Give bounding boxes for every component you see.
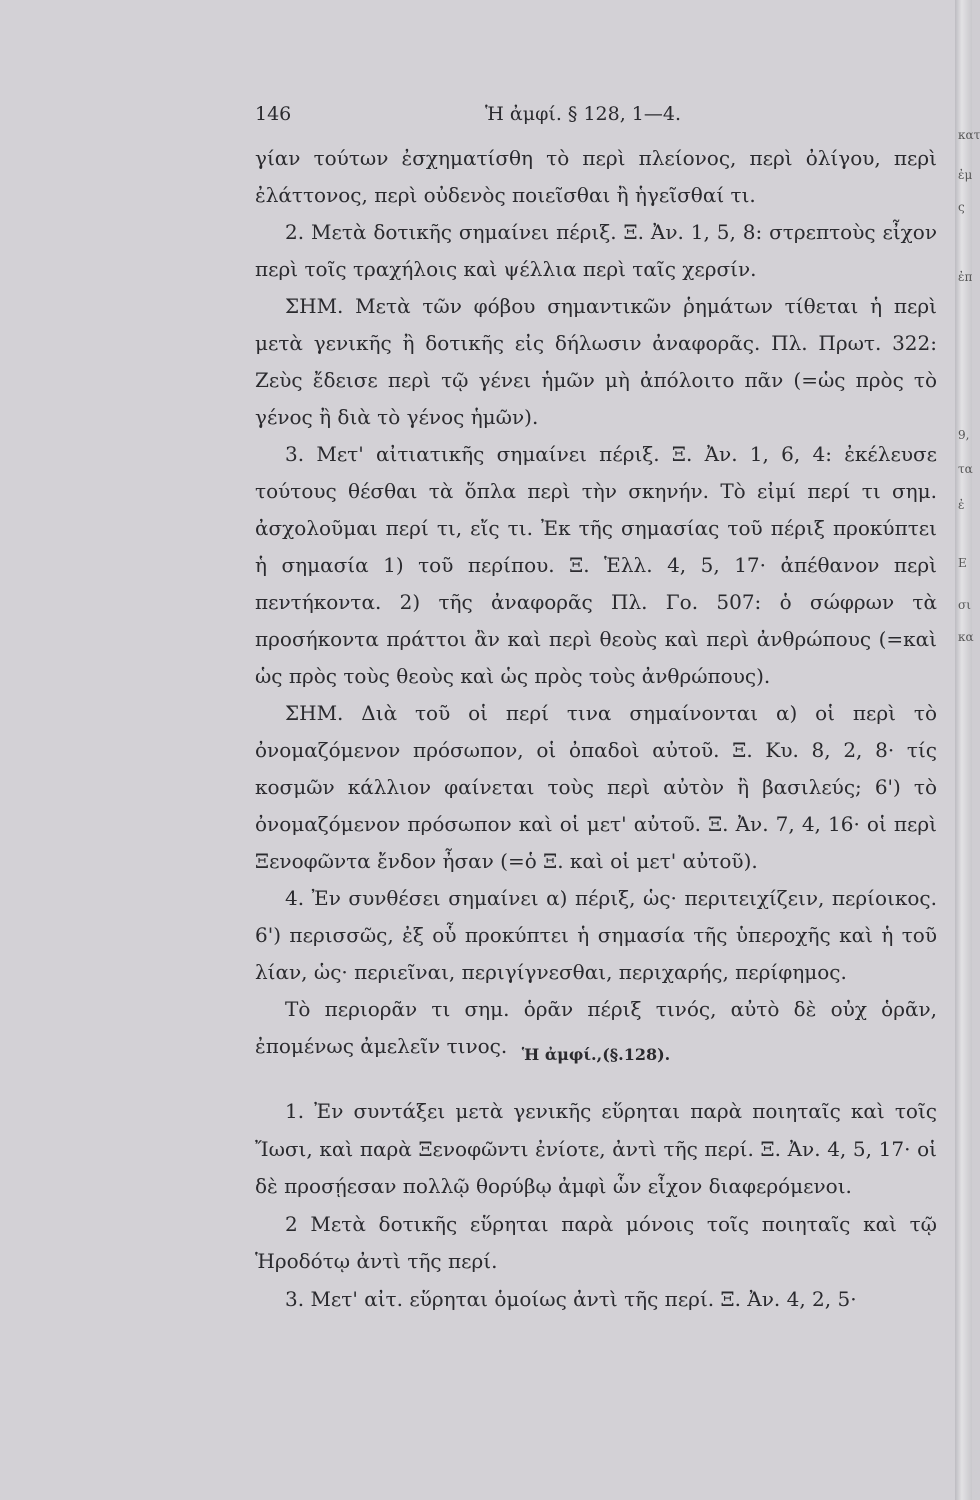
- main-text: [255, 140, 937, 1065]
- paragraph-dative: 2. Μετὰ δοτικῆς σημαίνει πέριξ. Ξ. Ἀν. 1, 5, 8: στρεπτοὺς εἶχον περὶ τοῖς τραχήλοις καὶ ψέλλια περὶ ταῖς χερσίν.: [255, 220, 937, 281]
- section-heading: Ἡ ἀμφί.,(§.128).: [521, 1045, 671, 1064]
- edge-mark: ἐπ: [958, 270, 973, 284]
- edge-mark: ς: [958, 200, 965, 214]
- page-header: [255, 103, 935, 133]
- page-number: 146: [255, 103, 292, 125]
- paragraph-continuation: γίαν τούτων ἐσχηματίσθη τὸ περὶ πλείονος, περὶ ὀλίγου, περὶ ἐλάττονος, περὶ οὐδενὸς ποιεῖσθαι ἢ ἡγεῖσθαί τι.: [255, 146, 937, 207]
- section-paragraph-dative: 2 Μετὰ δοτικῆς εὕρηται παρὰ μόνοις τοῖς ποιηταῖς καὶ τῷ Ἡροδότῳ ἀντὶ τῆς περί.: [255, 1211, 937, 1273]
- section-paragraph-accusative: 3. Μετ' αἰτ. εὕρηται ὁμοίως ἀντὶ τῆς περί. Ξ. Ἀν. 4, 2, 5·: [285, 1286, 857, 1311]
- paragraph-accusative: 3. Μετ' αἰτιατικῆς σημαίνει πέριξ. Ξ. Ἀν. 1, 6, 4: ἐκέλευσε τούτους θέσθαι τὰ ὅπλα περὶ τὴν σκηνήν. Τὸ εἰμί περί τι σημ. ἀσχολοῦμαι περί τι, εἴς τι. Ἐκ τῆς σημασίας τοῦ πέριξ προκύπτει ἡ σημασία 1) τοῦ περίπου. Ξ. Ἑλλ. 4, 5, 17· ἀπέθανον περὶ πεντήκοντα. 2) τῆς ἀναφορᾶς Πλ. Γο. 507: ὁ σώφρων τὰ προσήκοντα πράττοι ἂν καὶ περὶ θεοὺς καὶ περὶ ἀνθρώπους (=καὶ ὡς πρὸς τοὺς θεοὺς καὶ ὡς πρὸς τοὺς ἀνθρώπους).: [255, 442, 937, 688]
- edge-mark: Ε: [958, 556, 967, 570]
- edge-mark: σι: [958, 598, 971, 612]
- facing-page-edge: [955, 0, 972, 1500]
- paragraph-periorao: Τὸ περιορᾶν τι σημ. ὁρᾶν πέριξ τινός, αὐτὸ δὲ οὐχ ὁρᾶν, ἐπομένως ἀμελεῖν τινος.: [255, 997, 937, 1058]
- edge-mark: ἐ: [958, 498, 965, 512]
- edge-mark: κατ: [958, 128, 980, 142]
- section-paragraph-genitive: 1. Ἐν συντάξει μετὰ γενικῆς εὕρηται παρὰ ποιηταῖς καὶ τοῖς Ἴωσι, καὶ παρὰ Ξενοφῶντι ἐνίοτε, ἀντὶ τῆς περί. Ξ. Ἀν. 4, 5, 17· οἱ δὲ προσῄεσαν πολλῷ θορύβῳ ἀμφὶ ὧν εἶχον διαφερόμενοι.: [255, 1099, 937, 1198]
- edge-mark: 9,: [958, 428, 970, 442]
- edge-mark: τα: [958, 462, 973, 476]
- paragraph-note-hoi-peri: ΣΗΜ. Διὰ τοῦ οἱ περί τινα σημαίνονται α) οἱ περὶ τὸ ὀνομαζόμενον πρόσωπον, οἱ ὀπαδοὶ αὐτοῦ. Ξ. Κυ. 8, 2, 8· τίς κοσμῶν κάλλιον φαίνεται τοὺς περὶ αὐτὸν ἢ βασιλεύς; 6') τὸ ὀνομαζόμενον πρόσωπον καὶ οἱ μετ' αὐτοῦ. Ξ. Ἀν. 7, 4, 16· οἱ περὶ Ξενοφῶντα ἔνδον ἦσαν (=ὁ Ξ. καὶ οἱ μετ' αὐτοῦ).: [255, 701, 937, 873]
- edge-mark: κα: [958, 630, 974, 644]
- paragraph-composition: 4. Ἐν συνθέσει σημαίνει α) πέριξ, ὡς· περιτειχίζειν, περίοικος. 6') περισσῶς, ἐξ οὗ προκύπτει ἡ σημασία τῆς ὑπεροχῆς καὶ ἡ τοῦ λίαν, ὡς· περιεῖναι, περιγίγνεσθαι, περιχαρής, περίφημος.: [255, 886, 937, 984]
- edge-mark: ἐμ: [958, 168, 973, 182]
- running-title: Ἡ ἀμφί. § 128, 1—4.: [485, 103, 682, 125]
- paragraph-note-fear: ΣΗΜ. Μετὰ τῶν φόβου σημαντικῶν ῥημάτων τίθεται ἡ περὶ μετὰ γενικῆς ἢ δοτικῆς εἰς δήλωσιν ἀναφορᾶς. Πλ. Πρωτ. 322: Ζεὺς ἔδεισε περὶ τῷ γένει ἡμῶν μὴ ἀπόλοιτο πᾶν (=ὡς πρὸς τὸ γένος ἢ διὰ τὸ γένος ἡμῶν).: [255, 294, 937, 429]
- section-text: [255, 1093, 937, 1318]
